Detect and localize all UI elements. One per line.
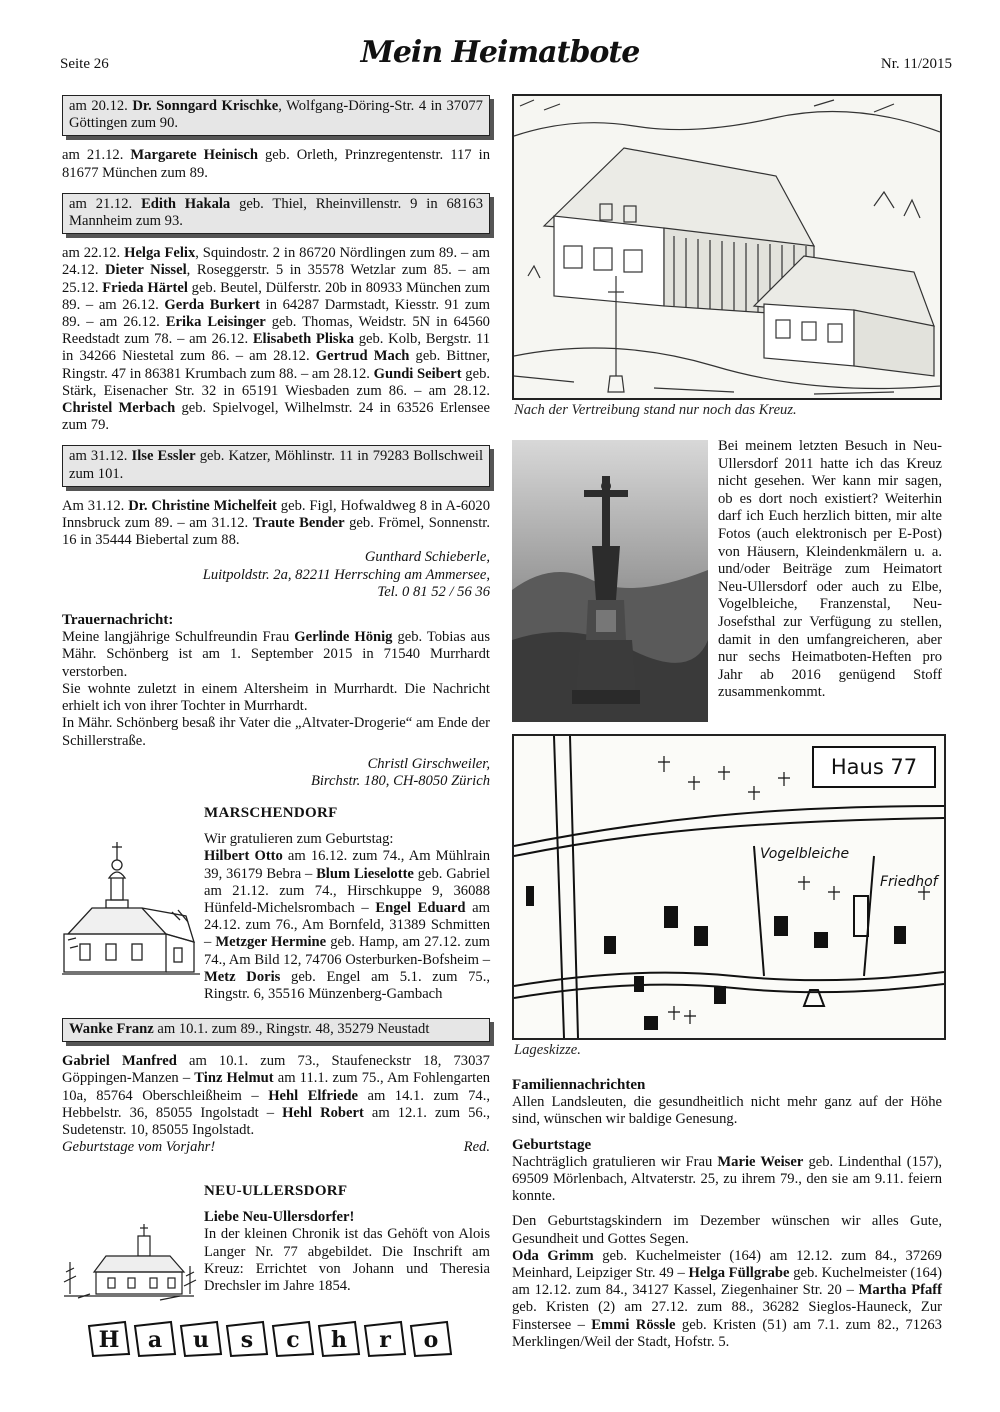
entry-rest: , Roseggerstr. 5 in 35578 Wetzlar zum 85. xyxy=(186,262,452,279)
person-name: Dr. Christine Michelfeit xyxy=(128,497,277,514)
note-text: Geburtstage vom Vorjahr! xyxy=(62,1139,216,1156)
issue-number: Nr. 11/2015 xyxy=(880,56,952,72)
marschendorf-intro: Wir gratulieren zum Geburtstag: xyxy=(204,831,394,848)
person-name: Gertrud Mach xyxy=(315,348,410,365)
december-wishes: Den Geburtstagskindern im Dezember wünschen wir alles Gute, Gesundheit und Gottes Segen. xyxy=(512,1213,942,1247)
entry-rest: geb. Engel am 5.1. zum 75., Ringstr. 6, 35516 Münzenberg-Gambach xyxy=(204,968,490,1003)
church-illustration-marschendorf xyxy=(62,838,202,978)
person-name: Martha Pfaff xyxy=(858,1282,942,1299)
note-row xyxy=(62,1139,490,1156)
person-name: Helga Felix xyxy=(124,245,196,262)
person-name: Dieter Nissel xyxy=(105,262,187,279)
banner-letter: c xyxy=(286,1327,300,1353)
birthday-box-essler xyxy=(62,445,490,486)
person-name: Hilbert Otto xyxy=(204,848,283,865)
date: am 21.12. xyxy=(69,195,133,212)
date: am 20.12. xyxy=(69,98,128,114)
date: – am 26.12. xyxy=(85,296,159,313)
entry-rest: geb. Frömel, Sonnenstr. 16 in 35444 Biebertal zum 88. xyxy=(62,515,490,549)
person-name: Dr. Sonngard Krischke xyxy=(132,98,279,114)
person-name: Tinz Helmut xyxy=(194,1070,274,1087)
visit-request-text: Bei meinem letzten Besuch in Neu-Ullersdorf 2011 hatte ich das Kreuz nicht gesehen. Wer kann mir sagen, ob es dort noch existiert? Weiterhin darf ich Euch herzlich bitten, mir alte Fotos (auch elektronisch per E-Post) von Häusern, Kleindenkmälern u. a. und/oder Beiträge zum Heimatort Neu-Ullersdorf oder auch zu Elbe, Vogelbleiche, Franzenstal, Neu-Josefsthal zur Verfügung zu stellen, damit in den umfangreicheren, aber nur sechs Heimatboten-Heften pro Jahr ab 2016 genügend Stoff zusammenkommt. xyxy=(718,438,942,701)
entry-rest: geb. Beutel, Dülferstr. 20b in 80933 München zum 89. xyxy=(62,279,490,313)
birthday-list-end-december xyxy=(62,498,490,550)
birthday-weiser xyxy=(512,1154,942,1206)
person-name: Blum Lieselotte xyxy=(316,865,414,882)
birthday-list-december xyxy=(62,245,490,434)
person-name: Metzger Hermine xyxy=(215,934,327,951)
decorative-banner xyxy=(85,1318,465,1360)
text: Meine langjährige Schulfreundin Frau xyxy=(62,629,295,646)
person-name: Metz Doris xyxy=(204,968,281,985)
entry-rest: am 10.1. zum 73., Staufeneckstr 18, 73037 Göppingen-Manzen – xyxy=(62,1053,490,1087)
person-name: Gerda Burkert xyxy=(164,296,261,313)
text: geb. Tobias aus Mähr. Schönberg ist am 1. September 2015 in 71540 Murrhardt verstorben. xyxy=(62,629,490,680)
marschendorf-more-entries xyxy=(62,1053,490,1139)
signature-line: Birchstr. 180, CH-8050 Zürich xyxy=(310,772,490,789)
signature-line: Tel. 0 81 52 / 56 36 xyxy=(377,583,490,600)
text: Nachträglich gratulieren wir Frau xyxy=(512,1153,718,1170)
editor-mark: Red. xyxy=(463,1139,490,1156)
person-name: Marie Weiser xyxy=(717,1153,804,1170)
banner-letter: h xyxy=(331,1327,347,1353)
person-name: Emmi Rössle xyxy=(591,1316,676,1333)
entry-rest: am 14.1. zum 74., Hebbelstr. 36, 85055 Ingolstadt – xyxy=(62,1087,490,1121)
person-name: Gabriel Manfred xyxy=(62,1053,177,1070)
date: – am 26.12. xyxy=(177,331,249,348)
entry-rest: geb. Kolb, Bergstr. 11 in 34266 Niestetal zum 86. xyxy=(62,331,491,365)
family-news-heading: Familiennachrichten xyxy=(512,1077,646,1093)
entry-rest: geb. Kristen (51) am 7.1. zum 82., 71263 Merklingen/Weil der Stadt, Hofstr. 5. xyxy=(512,1316,942,1350)
date: – am 26.12. xyxy=(86,314,160,331)
entry-rest: am 24.12. zum 76., Am Bornfeld, 31389 Schmitten – xyxy=(204,900,491,951)
caption-farmhouse: Nach der Vertreibung stand nur noch das Kreuz. xyxy=(514,402,797,418)
signature-schieberle xyxy=(62,549,490,601)
trauer-paragraph-3: In Mähr. Schönberg besaß ihr Vater die „Altvater-Drogerie“ am Ende der Schillerstraße. xyxy=(62,715,490,749)
person-name: Oda Grimm xyxy=(512,1247,594,1264)
entry-rest: geb. Kristen (2) am 27.12. zum 88., 36282 Sieglos-Hauneck, Zur Finstersee – xyxy=(512,1299,942,1333)
left-column-birthdays xyxy=(62,95,490,790)
person-name: Helga Füllgrabe xyxy=(688,1265,790,1282)
entry-rest: am 10.1. zum 89., Ringstr. 48, 35279 Neustadt xyxy=(153,1021,430,1037)
person-name: Erika Leisinger xyxy=(165,314,266,331)
neu-ullersdorf-section xyxy=(204,1183,490,1295)
signature-line: Luitpoldstr. 2a, 82211 Herrsching am Ammersee, xyxy=(202,566,490,583)
signature-line: Gunthard Schieberle, xyxy=(364,549,490,566)
banner-letter: u xyxy=(193,1327,209,1353)
date: am 21.12. xyxy=(62,147,124,164)
masthead-logo: Mein Heimatbote xyxy=(360,35,640,70)
marschendorf-section xyxy=(204,805,490,1003)
greeting: Liebe Neu-Ullersdorfer! xyxy=(204,1209,355,1226)
birthday-box-wanke xyxy=(62,1018,490,1042)
entry-rest: , Squindostr. 2 in 86720 Nördlingen zum 89. xyxy=(195,245,458,262)
trauer-heading: Trauernachricht: xyxy=(62,612,174,629)
date: – am 28.12. xyxy=(235,348,310,365)
entry-rest: geb. Figl, Hofwaldweg 8 in A-6020 Innsbruck zum 89. xyxy=(62,497,491,532)
date: am 31.12. xyxy=(69,448,128,465)
banner-letter: s xyxy=(240,1327,254,1353)
entry-rest: geb. Thomas, Weidstr. 5N in 64560 Reedstadt zum 78. xyxy=(62,314,490,348)
birthday-heinisch xyxy=(62,147,490,181)
person-name: Ilse Essler xyxy=(131,448,196,465)
entry-rest: , Wolfgang-Döring-Str. 4 in 37077 Göttingen zum 90. xyxy=(69,98,483,132)
wayside-cross-photo xyxy=(512,440,708,722)
banner-letter: a xyxy=(147,1327,163,1353)
map-word-friedhof: Friedhof xyxy=(880,874,938,890)
date: – am 28.12. xyxy=(300,365,370,382)
entry-rest: geb. Stärk, Eisenacher Str. 32 in 65191 Wiesbaden zum 86. xyxy=(62,365,491,399)
location-map-sketch xyxy=(512,734,946,1040)
entry-rest: am 16.12. zum 74., Am Mühlrain 39, 36179 Bebra – xyxy=(204,848,490,882)
person-name: Hehl Elfriede xyxy=(268,1087,358,1104)
trauer-paragraph-1 xyxy=(62,629,490,681)
entry-rest: geb. Kuchelmeister (164) am 12.12. zum 84., 34127 Kassel, Ziegenhainer Str. 20 – xyxy=(512,1265,942,1299)
date: – am 24.12. xyxy=(62,245,491,279)
marschendorf-entries xyxy=(204,848,490,1003)
person-name: Wanke Franz xyxy=(69,1021,154,1037)
december-entries xyxy=(512,1248,942,1351)
person-name: Margarete Heinisch xyxy=(130,147,258,164)
date: – am 31.12. xyxy=(177,515,249,532)
banner-letter: o xyxy=(423,1327,439,1353)
person-name: Engel Eduard xyxy=(375,900,466,917)
date: – am 25.12. xyxy=(62,262,490,296)
birthdays-heading: Geburtstage xyxy=(512,1136,592,1153)
person-name: Gerlinde Hönig xyxy=(294,629,393,646)
person-name: Hehl Robert xyxy=(282,1104,364,1121)
page-number: Seite 26 xyxy=(60,56,109,72)
person-name: Frieda Härtel xyxy=(102,279,188,296)
entry-rest: geb. Bittner, Ringstr. 47 in 86381 Krumbach zum 88. xyxy=(62,348,490,382)
signature-girschweiler xyxy=(62,756,490,790)
person-name: Christel Merbach xyxy=(62,400,176,417)
date: Am 31.12. xyxy=(62,497,125,514)
banner-letter: H xyxy=(98,1327,120,1353)
date: – am 28.12. xyxy=(414,382,490,399)
date: am 22.12. xyxy=(62,245,121,262)
entry-rest: geb. Kuchelmeister (164) am 12.12. zum 84., 37269 Meinhard, Leipziger Str. 49 – xyxy=(512,1247,942,1282)
birthday-box-hakala xyxy=(62,193,490,234)
map-word-vogelbleiche: Vogelbleiche xyxy=(760,846,850,862)
signature-line: Christl Girschweiler, xyxy=(367,755,490,772)
text: geb. Lindenthal (157), 69509 Mörlenbach, Altvaterstr. 25, zu ihrem 79., den sie am 9.11. feiern konnte. xyxy=(512,1153,942,1205)
person-name: Edith Hakala xyxy=(141,195,231,212)
caption-map: Lageskizze. xyxy=(514,1042,581,1058)
entry-rest: geb. Hamp, am 27.12. zum 74., Am Bild 12, 74706 Osterburken-Bofsheim – xyxy=(204,934,490,968)
person-name: Elisabeth Pliska xyxy=(252,331,355,348)
church-illustration-neu-ullersdorf xyxy=(60,1222,198,1302)
chronicle-text: In der kleinen Chronik ist das Gehöft von Alois Langer Nr. 77 abgebildet. Die Inschrift am Kreuz: Errichtet von Johann und Theresia Drechsler im Jahre 1854. xyxy=(204,1226,490,1295)
right-column-news xyxy=(512,1077,942,1351)
entry-rest: geb. Orleth, Prinzregentenstr. 117 in 81677 München zum 89. xyxy=(62,147,490,181)
entry-rest: am 12.1. zum 56., Sudetenstr. 10, 85055 Ingolstadt. xyxy=(62,1104,490,1139)
entry-rest: geb. Gabriel am 21.12. zum 74., Hirschkuppe 9, 36088 Hünfeld-Michelsrombach – xyxy=(204,865,491,917)
birthday-box-krischke xyxy=(62,95,490,136)
entry-rest: geb. Katzer, Möhlinstr. 11 in 79283 Bollschweil zum 101. xyxy=(69,448,483,482)
section-title: MARSCHENDORF xyxy=(204,805,338,821)
marschendorf-lower xyxy=(62,1018,490,1156)
banner-letter: r xyxy=(379,1327,391,1353)
person-name: Gundi Seibert xyxy=(373,365,462,382)
family-news-text: Allen Landsleuten, die gesundheitlich nicht mehr ganz auf der Höhe sind, wünschen wir baldige Genesung. xyxy=(512,1094,942,1128)
entry-rest: geb. Spielvogel, Wilhelmstr. 24 in 63526 Erlensee zum 79. xyxy=(62,400,490,434)
entry-rest: in 64287 Darmstadt, Kiesstr. 91 zum 89. xyxy=(62,296,490,331)
section-title: NEU-ULLERSDORF xyxy=(204,1183,348,1199)
trauer-paragraph-2: Sie wohnte zuletzt in einem Altersheim in Murrhardt. Die Nachricht erhielt ich von ihrer Tochter in Murrhardt. xyxy=(62,680,490,715)
map-label-haus-77: Haus 77 xyxy=(812,746,936,788)
entry-rest: geb. Thiel, Rheinvillenstr. 9 in 68163 Mannheim zum 93. xyxy=(69,195,483,230)
person-name: Traute Bender xyxy=(252,515,345,532)
entry-rest: am 11.1. zum 75., Am Fohlengarten 10a, 85764 Oberschleißheim – xyxy=(62,1070,490,1104)
farmhouse-sketch-image xyxy=(512,94,942,400)
